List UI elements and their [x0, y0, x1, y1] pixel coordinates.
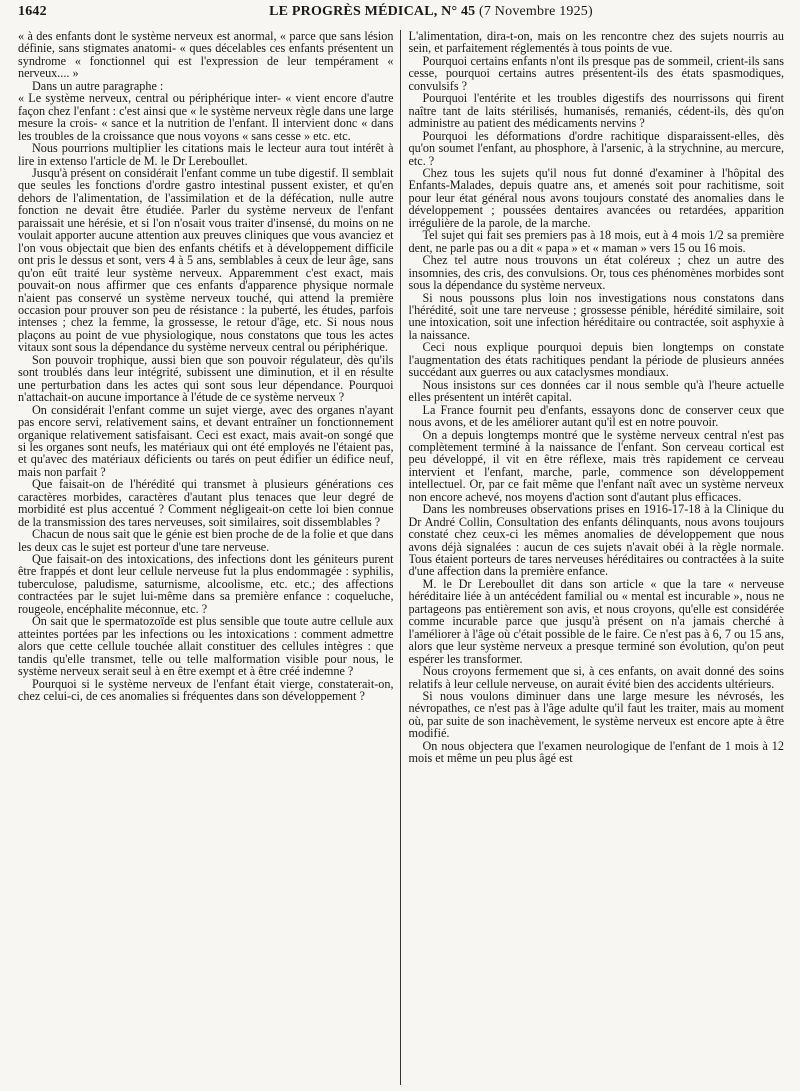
column-divider: [400, 30, 401, 1085]
paragraph: Dans les nombreuses observations prises en 1916-17-18 à la Clinique du Dr André Collin, Consultation des enfants délinquants, nous avons toujours constaté chez ceux-ci les mêmes anomalies de développement que nous avons déjà signalées : aucun de ces sujets n'avait obéi à la règle normale. Tous étaient porteurs de tares nerveuses héréditaires ou contractées à la suite d'une affection dans la première enfance.: [408, 502, 784, 579]
paragraph: Nous pourrions multiplier les citations mais le lecteur aura tout intérêt à lire in extenso l'article de M. le Dr Lereboullet.: [18, 141, 394, 168]
paragraph: « à des enfants dont le système nerveux est anormal, « parce que sans lésion définie, sans stigmates anatomi- « ques décelables ces enfants présentent un syndrome « fonctionnel qui est l'expression de leur tempérament « nerveux.... »: [18, 30, 394, 81]
paragraph: Chacun de nous sait que le génie est bien proche de de la folie et que dans les deux cas le sujet est porteur d'une tare nerveuse.: [18, 527, 394, 554]
paragraph: Chez tous les sujets qu'il nous fut donné d'examiner à l'hôpital des Enfants-Malades, depuis quatre ans, et amenés soit pour rachitisme, soit pour leur état général nous avons toujours constaté des anomalies dans le développement ; poussées dentaires avancées ou retardées, apparition irrégulière de la parole, de la marche.: [408, 165, 784, 230]
running-header: [18, 4, 784, 30]
paragraph: Chez tel autre nous trouvons un état coléreux ; chez un autre des insomnies, des cris, des convulsions. Or, tous ces phénomènes morbides sont sous la dépendance du système nerveux.: [408, 253, 784, 293]
text-columns: [18, 30, 784, 1085]
paragraph: La France fournit peu d'enfants, essayons donc de conserver ceux que nous avons, et de les améliorer autant qu'il est en notre pouvoir.: [408, 402, 784, 430]
paragraph: On nous objectera que l'examen neurologique de l'enfant de 1 mois à 12 mois et même un peu plus âgé est: [408, 738, 784, 766]
paragraph: On sait que le spermatozoïde est plus sensible que toute autre cellule aux atteintes portées par les infections ou les intoxications : comment admettre alors que cette cellule touchée allait constituer des cellules intègres : que tandis qu'elle transmet, telle ou telle malformation visible pour nous, le système nerveux serait seul à en être exempt et à être créé indemne ?: [18, 614, 394, 679]
paragraph: Ceci nous explique pourquoi depuis bien longtemps on constate l'augmentation des états rachitiques pendant la période de plusieurs années succédant aux guerres ou aux cataclysmes mondiaux.: [408, 340, 784, 380]
paragraph: « Le système nerveux, central ou périphérique inter- « vient encore d'autre façon chez l'enfant : c'est ainsi que « le système nerveux règle dans une large mesure la crois- « sance et la nutrition de l'enfant. Il intervient donc « dans les troubles de la croissance que nous voyons « sans cesse » etc. etc.: [18, 91, 394, 143]
paragraph: Que faisait-on de l'hérédité qui transmet à plusieurs générations ces caractères morbides, caractères d'autant plus tenaces que leur degré de morbidité est plus accentué ? Comment négligeait-on cette loi bien connue de la transmission des tares nerveuses, soit similaires, soit dissemblables ?: [18, 477, 394, 529]
paragraph: Jusqu'à présent on considérait l'enfant comme un tube digestif. Il semblait que seules les fonctions d'ordre gastro intestinal pussent exister, et qu'en dehors de l'alimentation, de l'assimilation et de la défécation, nulle autre fonction ne devait être étudiée. Parler du système nerveux de l'enfant paraissait une hérésie, et si l'on n'osait vous traiter d'insensé, du moins on ne voulait apporter aucune attention aux preuves cliniques que vous avanciez et l'on vous objectait que bien des enfants chétifs et à développement difficile ont pris le dessus et sont, vers 4 à 5 ans, semblables à ceux de leur âge, sans qu'on eût traité leur système nerveux. Apparemment c'est exact, mais pouvait-on nous affirmer que ces enfants d'apparence physique normale n'aient pas conservé un système nerveux touché, qui attend la première occasion pour prouver son peu de résistance : la puberté, les études, parfois intenses ; chez la femme, la grossesse, le retour d'âge, etc. Si nous nous plaçons au point de vue physiologique, nous constatons que tous les actes vitaux sont sous la dépendance du système nerveux central ou périphérique.: [18, 165, 394, 355]
paragraph: Nous croyons fermement que si, à ces enfants, on avait donné des soins relatifs à leur cellule nerveuse, on aurait évité bien des accidents ultérieurs.: [408, 664, 784, 691]
paragraph: Dans un autre paragraphe :: [32, 78, 164, 93]
paragraph: L'alimentation, dira-t-on, mais on les rencontre chez des sujets nourris au sein, et parfaitement réglementés à tous points de vue.: [408, 30, 784, 56]
paragraph: Pourquoi certains enfants n'ont ils presque pas de sommeil, crient-ils sans cesse, pourquoi certains autres présentent-ils des états spasmodiques, convulsifs ?: [408, 53, 784, 93]
paragraph: M. le Dr Lereboullet dit dans son article « que la tare « nerveuse héréditaire liée à un antécédent familial ou « mental est incurable », nous ne partageons pas entièrement son avis, et nous croyons, qu'elle est considérée comme incurable parce que jusqu'à présent on n'a jamais cherché à l'améliorer à l'âge où c'était possible de le faire. Ce n'est pas à 6, 7 ou 15 ans, alors que leur système nerveux a presque terminé son évolution, qu'on peut espérer les transformer.: [408, 576, 784, 666]
paragraph: Tel sujet qui fait ses premiers pas à 18 mois, eut à 4 mois 1/2 sa première dent, ne parle pas ou a dit « papa » et « maman » vers 15 ou 16 mois.: [408, 228, 784, 255]
paragraph: Que faisait-on des intoxications, des infections dont les géniteurs purent être frappés et dont leur cellule nerveuse fut la plus endommagée : syphilis, tuberculose, paludisme, saturnisme, alcoolisme, etc. etc.; des affections contractées par le sujet lui-même dans sa première enfance : coqueluche, rougeole, encéphalite méconnue, etc. ?: [18, 552, 394, 616]
journal-name: LE PROGRÈS MÉDICAL, N° 45: [269, 4, 476, 19]
issue-date: (7 Novembre 1925): [479, 4, 593, 19]
paragraph: On a depuis longtemps montré que le système nerveux central n'est pas complètement terminé à la naissance de l'enfant. Son cerveau cortical est peu développé, il vit en être réflexe, mais très rapidement ce cerveau intervient et l'enfant, marche, parle, commence son développement intellectuel. Or, par ce fait même que l'enfant naît avec un système nerveux non encore achevé, nos moyens d'action sont d'autant plus efficaces.: [408, 427, 784, 504]
right-column: [409, 30, 785, 1085]
page-number: 1642: [18, 4, 47, 19]
journal-title: [78, 4, 784, 20]
paragraph: Pourquoi les déformations d'ordre rachitique disparaissent-elles, dès qu'on soumet l'enfant, au phosphore, à l'arsenic, à la strychnine, au mercure, etc. ?: [408, 128, 784, 168]
paragraph: Si nous voulons diminuer dans une large mesure les névrosés, les névropathes, ce n'est pas à l'âge adulte qu'il faut les traiter, mais au moment où, par suite de son inachèvement, le système nerveux est encore apte à être modifié.: [408, 689, 784, 741]
paragraph: Nous insistons sur ces données car il nous semble qu'à l'heure actuelle elles présentent un intérêt capital.: [408, 377, 784, 405]
left-column: [18, 30, 394, 1085]
paragraph: Son pouvoir trophique, aussi bien que son pouvoir régulateur, dès qu'ils sont troublés dans leur intégrité, subissent une diminution, et il en résulte une perturbation dans les actes qui sont sous leur dépendance. Pourquoi n'attachait-on aucune importance à l'étude de ce système nerveux ?: [18, 352, 394, 405]
paragraph: Pourquoi si le système nerveux de l'enfant était vierge, constaterait-on, chez celui-ci, de ces anomalies si fréquentes dans son développement ?: [18, 676, 394, 704]
paragraph: On considérait l'enfant comme un sujet vierge, avec des organes n'ayant pas encore servi, relativement sains, et devant entraîner un fonctionnement organique relativement satisfaisant. Ceci est exact, mais avait-on songé que si les organes sont neufs, les matériaux qui ont été employés ne l'étaient pas, et qu'avec des matériaux déficients ou tarés on peut édifier un édifice neuf, mais non parfait ?: [18, 402, 394, 479]
paragraph: Pourquoi l'entérite et les troubles digestifs des nourrissons qui firent naître tant de laits stérilisés, humanisés, remaniés, cédent-ils, dès qu'on administre au patient des médicaments nervins ?: [408, 91, 784, 131]
paragraph: Si nous poussons plus loin nos investigations nous constatons dans l'hérédité, soit une tare nerveuse ; grossesse pénible, hérédité similaire, soit une intoxication, soit une infection héréditaire ou contractée, soit asphyxie à la naissance.: [408, 290, 784, 342]
